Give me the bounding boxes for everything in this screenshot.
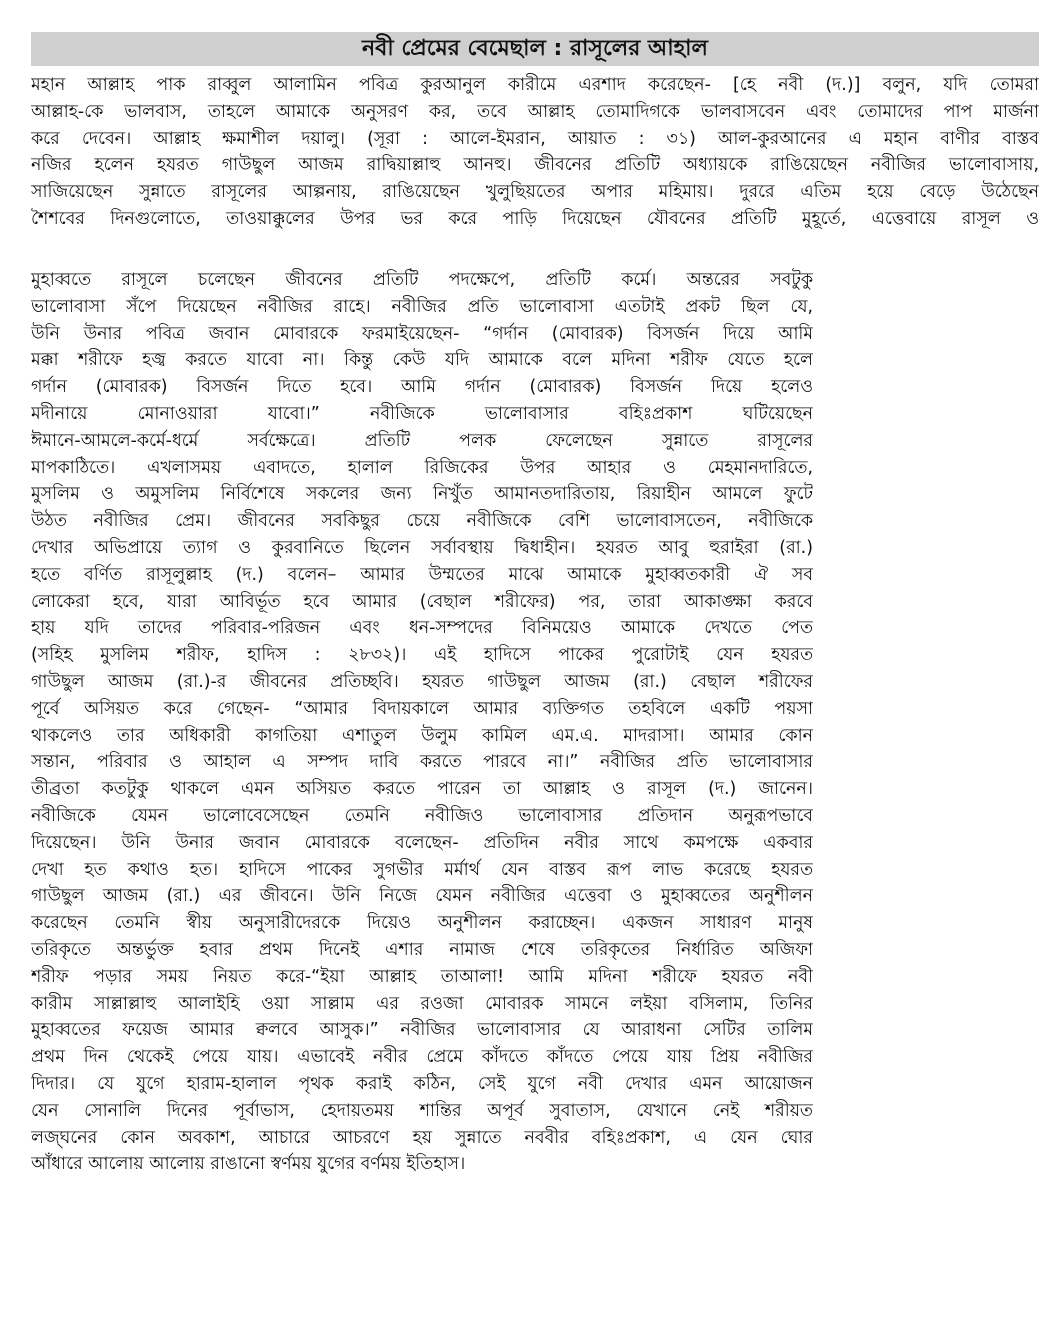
intro-line: মহান আল্লাহ পাক রাব্বুল আলামিন পবিত্র কুরআনুল কারীমে এরশাদ করেছেন- [হে নবী (দ.)] বলুন, যদি তোমরা bbox=[31, 75, 1039, 95]
body-line: লোকেরা হবে, যারা আবির্ভূত হবে আমার (বেছাল শরীফের) পর, তারা আকাঙ্ক্ষা করবে bbox=[31, 591, 813, 612]
intro-line: আল্লাহ-কে ভালবাস, তাহলে আমাকে অনুসরণ কর, তবে আল্লাহ তোমাদিগকে ভালবাসবেন এবং তোমাদের পাপ মার্জনা bbox=[31, 101, 1039, 122]
body-line: মুহাব্বতের ফয়েজ আমার ক্বলবে আসুক।” নবীজির ভালোবাসার যে আরাধনা সেটির তালিম bbox=[31, 1020, 813, 1041]
body-line: গর্দান (মোবারক) বিসর্জন দিতে হবে। আমি গর্দান (মোবারক) বিসর্জন দিয়ে হলেও bbox=[31, 377, 813, 398]
body-column bbox=[31, 267, 813, 1178]
body-line: আঁধারে আলোয় আলোয় রাঙানো স্বর্ণময় যুগের বর্ণময় ইতিহাস। bbox=[31, 1154, 466, 1175]
body-line: হতে বর্ণিত রাসূলুল্লাহ (দ.) বলেন– আমার উম্মতের মাঝে আমাকে মুহাব্বতকারী ঐ সব bbox=[31, 564, 813, 585]
intro-line: শৈশবের দিনগুলোতে, তাওয়াক্কুলের উপর ভর করে পাড়ি দিয়েছেন যৌবনের প্রতিটি মুহূর্তে, এত্তেবায়ে রাসূল ও bbox=[31, 208, 1039, 229]
body-line: সন্তান, পরিবার ও আহাল এ সম্পদ দাবি করতে পারবে না।” নবীজির প্রতি ভালোবাসার bbox=[31, 752, 813, 773]
body-line: দিদার। যে যুগে হারাম-হালাল পৃথক করাই কঠিন, সেই যুগে নবী দেখার এমন আয়োজন bbox=[31, 1073, 813, 1094]
body-line: দেখা হত কথাও হত। হাদিসে পাকের সুগভীর মর্মার্থ যেন বাস্তব রূপ লাভ করেছে হযরত bbox=[31, 859, 813, 880]
body-line: তরিকৃতে অন্তর্ভুক্ত হবার প্রথম দিনেই এশার নামাজ শেষে তরিকৃতের নির্ধারিত অজিফা bbox=[31, 939, 813, 960]
body-line: উঠত নবীজির প্রেম। জীবনের সবকিছুর চেয়ে নবীজিকে বেশি ভালোবাসতেন, নবীজিকে bbox=[31, 511, 813, 532]
body-line: উনি উনার পবিত্র জবান মোবারকে ফরমাইয়েছেন- “গর্দান (মোবারক) বিসর্জন দিয়ে আমি bbox=[31, 323, 813, 344]
body-line: প্রথম দিন থেকেই পেয়ে যায়। এভাবেই নবীর প্রেমে কাঁদতে কাঁদতে পেয়ে যায় প্রিয় নবীজির bbox=[31, 1047, 813, 1068]
body-line: নবীজিকে যেমন ভালোবেসেছেন তেমনি নবীজিও ভালোবাসার প্রতিদান অনুরূপভাবে bbox=[31, 805, 813, 826]
intro-line: সাজিয়েছেন সুন্নাতে রাসূলের আল্পনায়, রাঙিয়েছেন খুলুছিয়তের অপার মহিমায়। দুররে এতিম হয়ে বেড়ে উঠেছেন bbox=[31, 182, 1039, 203]
intro-line: করে দেবেন। আল্লাহ ক্ষমাশীল দয়ালু। (সূরা : আলে-ইমরান, আয়াত : ৩১) আল-কুরআনের এ মহান বাণীর বাস্তব bbox=[31, 128, 1039, 149]
body-line: মাপকাঠিতে। এখলাসময় এবাদতে, হালাল রিজিকের উপর আহার ও মেহমানদারিতে, bbox=[31, 457, 813, 478]
body-line: ঈমানে-আমলে-কর্মে-ধর্মে সর্বক্ষেত্রে। প্রতিটি পলক ফেলেছেন সুন্নাতে রাসূলের bbox=[31, 430, 813, 451]
body-line: লজ্ঘনের কোন অবকাশ, আচারে আচরণে হয় সুন্নাতে নববীর বহিঃপ্রকাশ, এ যেন ঘোর bbox=[31, 1127, 813, 1148]
body-line: শরীফ পড়ার সময় নিয়ত করে-“ইয়া আল্লাহ তাআলা! আমি মদিনা শরীফে হযরত নবী bbox=[31, 966, 813, 987]
body-line: হায় যদি তাদের পরিবার-পরিজন এবং ধন-সম্পদের বিনিময়েও আমাকে দেখতে পেত bbox=[31, 618, 813, 639]
body-line: গাউছুল আজম (রা.) এর জীবনে। উনি নিজে যেমন নবীজির এত্তেবা ও মুহাব্বতের অনুশীলন bbox=[31, 886, 813, 907]
body-line: (সহিহ মুসলিম শরীফ, হাদিস : ২৮৩২)। এই হাদিসে পাকের পুরোটাই যেন হযরত bbox=[31, 645, 813, 666]
body-line: ভালোবাসা সঁপে দিয়েছেন নবীজির রাহে। নবীজির প্রতি ভালোবাসা এতটাই প্রকট ছিল যে, bbox=[31, 296, 813, 317]
body-line: মুসলিম ও অমুসলিম নির্বিশেষে সকলের জন্য নিখুঁত আমানতদারিতায়, রিয়াহীন আমলে ফুটে bbox=[31, 484, 813, 505]
intro-paragraph bbox=[31, 72, 1039, 233]
article-intro bbox=[31, 72, 1039, 233]
article-title: নবী প্রেমের বেমেছাল : রাসূলের আহাল bbox=[362, 36, 708, 61]
body-line: দেখার অভিপ্রায়ে ত্যাগ ও কুরবানিতে ছিলেন সর্বাবস্থায় দ্বিধাহীন। হযরত আবু হুরাইরা (রা.) bbox=[31, 537, 813, 558]
body-line: কারীম সাল্লাল্লাহু আলাইহি ওয়া সাল্লাম এর রওজা মোবারক সামনে লইয়া বসিলাম, তিনির bbox=[31, 993, 813, 1014]
body-line: দিয়েছেন। উনি উনার জবান মোবারকে বলেছেন- প্রতিদিন নবীর সাথে কমপক্ষে একবার bbox=[31, 832, 813, 853]
body-line: করেছেন তেমনি স্বীয় অনুসারীদেরকে দিয়েও অনুশীলন করাচ্ছেন। একজন সাধারণ মানুষ bbox=[31, 913, 813, 934]
body-line: তীব্রতা কতটুকু থাকলে এমন অসিয়ত করতে পারেন তা আল্লাহ ও রাসূল (দ.) জানেন। bbox=[31, 779, 813, 800]
body-line: মুহাব্বতে রাসূলে চলেছেন জীবনের প্রতিটি পদক্ষেপে, প্রতিটি কর্মে। অন্তরের সবটুকু bbox=[31, 270, 813, 290]
body-line: মক্কা শরীফে হজ্ব করতে যাবো না। কিন্তু কেউ যদি আমাকে বলে মদিনা শরীফ যেতে হলে bbox=[31, 350, 813, 371]
body-line: মদীনায়ে মোনাওয়ারা যাবো।” নবীজিকে ভালোবাসার বহিঃপ্রকাশ ঘটিয়েছেন bbox=[31, 403, 813, 424]
article-title-bar bbox=[31, 32, 1039, 66]
body-line: যেন সোনালি দিনের পূর্বাভাস, হেদায়তময় শান্তির অপূর্ব সুবাতাস, যেখানে নেই শরীয়ত bbox=[31, 1100, 813, 1121]
body-line: থাকলেও তার অধিকারী কাগতিয়া এশাতুল উলুম কামিল এম.এ. মাদরাসা। আমার কোন bbox=[31, 725, 813, 746]
intro-line: নজির হলেন হযরত গাউছুল আজম রাদ্বিয়াল্লাহু আনহু। জীবনের প্রতিটি অধ্যায়কে রাঙিয়েছেন নবীজির ভালোবাসায়, bbox=[31, 155, 1039, 176]
body-line: পূর্বে অসিয়ত করে গেছেন- “আমার বিদায়কালে আমার ব্যক্তিগত তহবিলে একটি পয়সা bbox=[31, 698, 813, 719]
body-line: গাউছুল আজম (রা.)-র জীবনের প্রতিচ্ছবি। হযরত গাউছুল আজম (রা.) বেছাল শরীফের bbox=[31, 671, 813, 692]
